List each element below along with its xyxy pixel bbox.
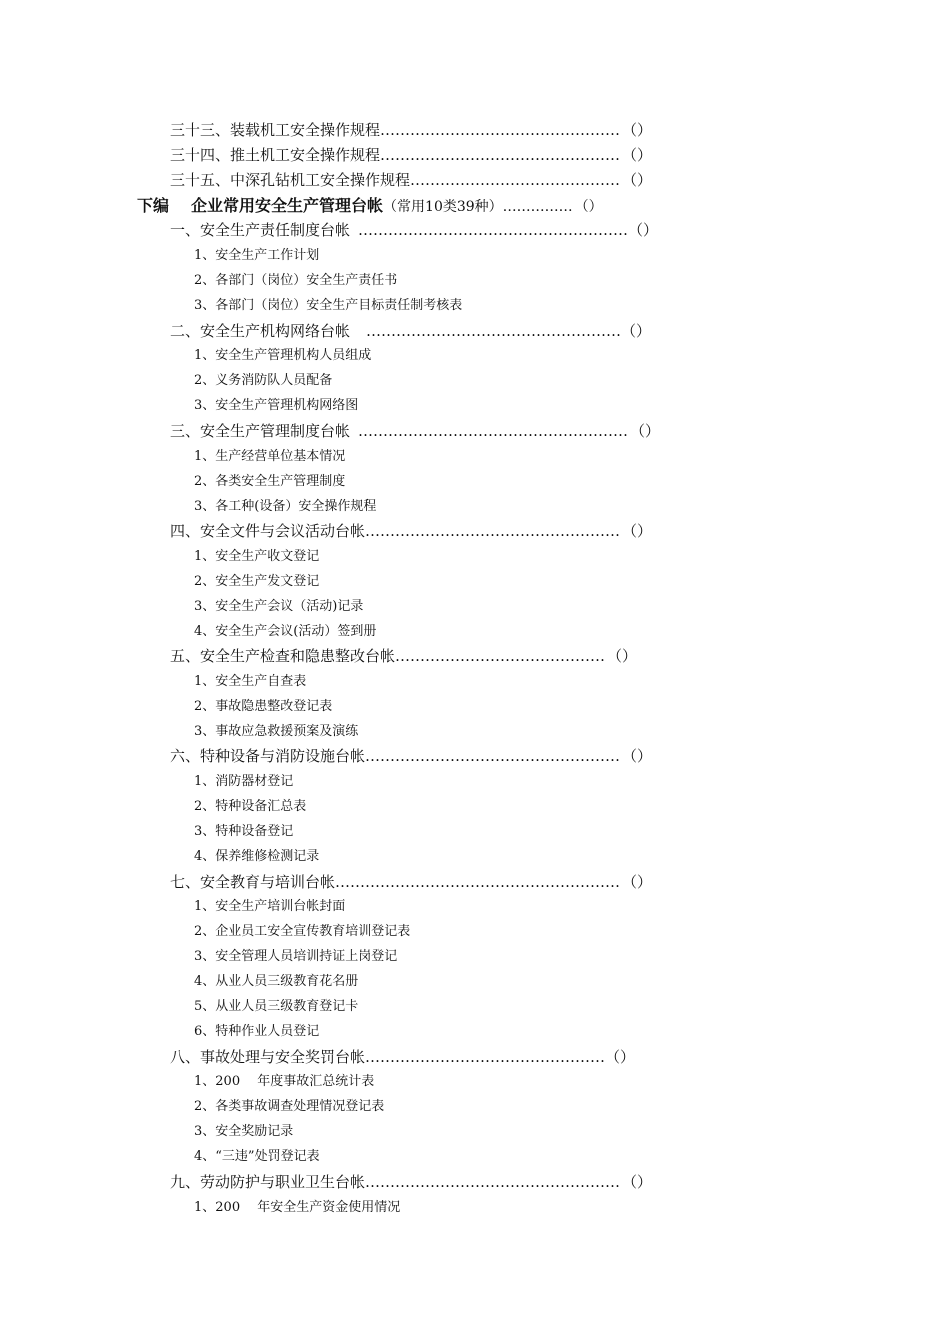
toc-subitem[interactable]: 1、安全生产自查表 — [194, 674, 307, 689]
toc-subitem[interactable]: 2、义务消防队人员配备 — [194, 373, 333, 388]
toc-page-number: （） — [622, 121, 653, 139]
toc-section[interactable] — [170, 424, 660, 439]
toc-subitem[interactable]: 1、安全生产收文登记 — [194, 549, 320, 564]
toc-leader: …………………………………………… — [365, 747, 621, 765]
toc-subitem[interactable]: 3、安全管理人员培训持证上岗登记 — [194, 949, 398, 964]
toc-section[interactable] — [170, 1050, 635, 1065]
toc-subitem[interactable]: 3、安全奖励记录 — [194, 1124, 294, 1139]
toc-subitem[interactable]: 3、特种设备登记 — [194, 824, 294, 839]
toc-subitem[interactable]: 2、事故隐患整改登记表 — [194, 699, 333, 714]
toc-subitem[interactable]: 2、特种设备汇总表 — [194, 799, 307, 814]
toc-section-label: 九、劳动防护与职业卫生台帐 — [170, 1173, 366, 1191]
toc-subitem[interactable]: 5、从业人员三级教育登记卡 — [194, 999, 359, 1014]
toc-section[interactable] — [170, 749, 652, 764]
toc-section-label: 四、安全文件与会议活动台帐 — [170, 522, 366, 540]
toc-entry-label: 三十四、推土机工安全操作规程 — [170, 146, 381, 164]
toc-subitem[interactable]: 3、各工种(设备）安全操作规程 — [194, 499, 377, 514]
toc-leader: ………………………………………… — [365, 1048, 606, 1066]
toc-leader: ………………………………………………… — [335, 873, 621, 891]
toc-subitem[interactable]: 6、特种作业人员登记 — [194, 1024, 320, 1039]
toc-subitem[interactable]: 4、安全生产会议(活动）签到册 — [194, 624, 377, 639]
toc-section-label: 二、安全生产机构网络台帐 — [170, 322, 351, 340]
toc-page-number: （） — [622, 873, 653, 891]
toc-subitem[interactable]: 1、消防器材登记 — [194, 774, 294, 789]
part-note: （常用10类39种） — [383, 199, 503, 215]
toc-leader: …………… — [502, 199, 573, 215]
toc-section[interactable] — [170, 223, 658, 238]
toc-section[interactable] — [170, 1175, 652, 1190]
toc-leader: ………………………………………… — [380, 121, 621, 139]
toc-subitem[interactable]: 1、200 年安全生产资金使用情况 — [194, 1200, 401, 1215]
toc-page-number: （） — [622, 522, 653, 540]
toc-leader: …………………………………………… — [365, 1173, 621, 1191]
toc-page-number: （） — [630, 422, 661, 440]
toc-leader: …………………………………………… — [365, 522, 621, 540]
toc-section[interactable] — [170, 649, 637, 664]
toc-subitem[interactable]: 2、各部门（岗位）安全生产责任书 — [194, 273, 398, 288]
toc-page-number: （） — [628, 221, 659, 239]
toc-page-number: （） — [622, 171, 653, 189]
toc-leader: ……………………………………………… — [358, 221, 629, 239]
toc-entry[interactable] — [170, 123, 652, 138]
toc-part-heading[interactable] — [137, 198, 603, 214]
toc-section[interactable] — [170, 324, 651, 339]
toc-page-number: （） — [621, 322, 652, 340]
toc-subitem[interactable]: 2、企业员工安全宣传教育培训登记表 — [194, 924, 411, 939]
toc-subitem[interactable]: 1、生产经营单位基本情况 — [194, 449, 346, 464]
toc-subitem[interactable]: 1、200 年度事故汇总统计表 — [194, 1074, 375, 1089]
toc-section-label: 八、事故处理与安全奖罚台帐 — [170, 1048, 366, 1066]
toc-subitem[interactable]: 2、各类安全生产管理制度 — [194, 474, 346, 489]
toc-section-label: 六、特种设备与消防设施台帐 — [170, 747, 366, 765]
toc-section-label: 五、安全生产检查和隐患整改台帐 — [170, 647, 396, 665]
toc-subitem[interactable]: 3、各部门（岗位）安全生产目标责任制考核表 — [194, 298, 463, 313]
toc-leader: …………………………………… — [395, 647, 606, 665]
toc-entry-label: 三十五、中深孔钻机工安全操作规程 — [170, 171, 411, 189]
toc-subitem[interactable]: 3、安全生产管理机构网络图 — [194, 398, 359, 413]
toc-page-number: （） — [622, 1173, 653, 1191]
toc-subitem[interactable]: 4、“三违”处罚登记表 — [194, 1149, 320, 1164]
toc-section-label: 七、安全教育与培训台帐 — [170, 873, 336, 891]
toc-leader: ………………………………………… — [380, 146, 621, 164]
part-prefix: 下编 — [137, 196, 170, 215]
toc-section[interactable] — [170, 524, 652, 539]
toc-subitem[interactable]: 4、保养维修检测记录 — [194, 849, 320, 864]
toc-subitem[interactable]: 1、安全生产管理机构人员组成 — [194, 348, 372, 363]
toc-subitem[interactable]: 2、各类事故调查处理情况登记表 — [194, 1099, 385, 1114]
toc-subitem[interactable]: 1、安全生产工作计划 — [194, 248, 320, 263]
part-title: 企业常用安全生产管理台帐 — [191, 196, 384, 215]
toc-page-number: （） — [605, 1048, 636, 1066]
toc-section-label: 一、安全生产责任制度台帐 — [170, 221, 351, 239]
toc-subitem[interactable]: 3、安全生产会议（活动)记录 — [194, 599, 364, 614]
toc-section[interactable] — [170, 875, 652, 890]
toc-subitem[interactable]: 3、事故应急救援预案及演练 — [194, 724, 359, 739]
toc-subitem[interactable]: 4、从业人员三级教育花名册 — [194, 974, 359, 989]
toc-leader: …………………………………………… — [366, 322, 622, 340]
toc-page-number: （） — [622, 146, 653, 164]
toc-subitem[interactable]: 1、安全生产培训台帐封面 — [194, 899, 346, 914]
toc-entry[interactable] — [170, 148, 652, 163]
toc-page-number: （） — [607, 647, 638, 665]
toc-page-number: （） — [574, 199, 603, 215]
toc-leader: ……………………………………………… — [358, 422, 629, 440]
toc-entry-label: 三十三、装载机工安全操作规程 — [170, 121, 381, 139]
toc-leader: …………………………………… — [410, 171, 621, 189]
toc-section-label: 三、安全生产管理制度台帐 — [170, 422, 351, 440]
toc-subitem[interactable]: 2、安全生产发文登记 — [194, 574, 320, 589]
toc-entry[interactable] — [170, 173, 652, 188]
toc-page-number: （） — [622, 747, 653, 765]
